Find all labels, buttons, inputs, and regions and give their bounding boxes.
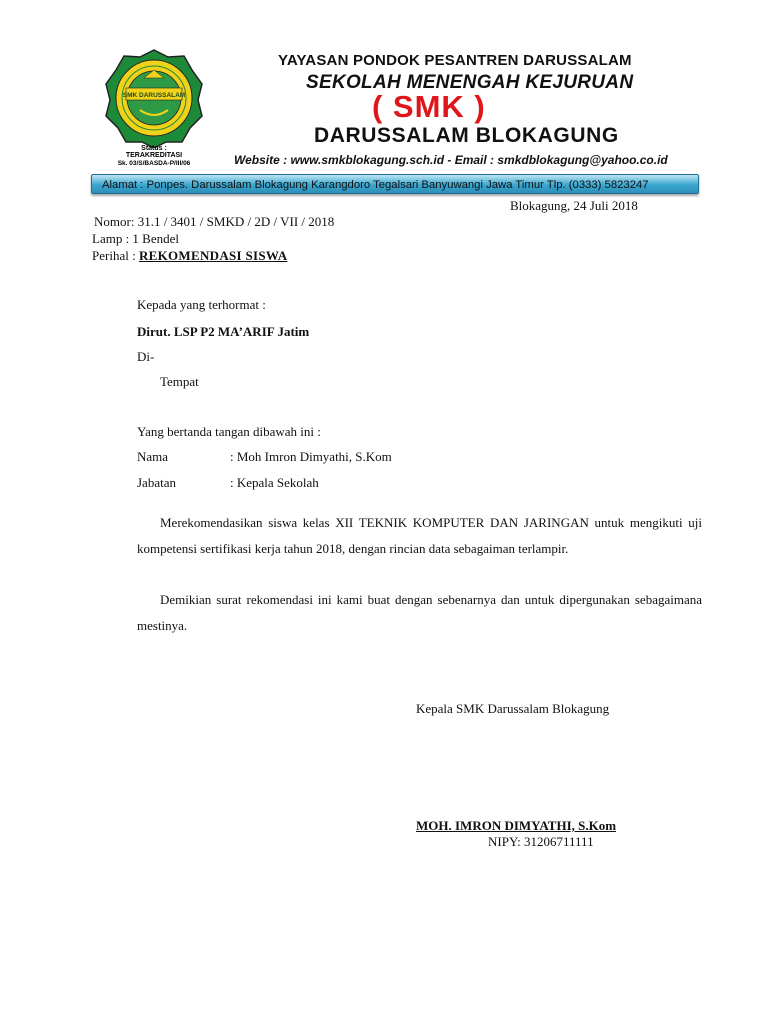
foundation-name: YAYASAN PONDOK PESANTREN DARUSSALAM [278, 52, 632, 69]
logo-inner-text: SMK DARUSSALAM [122, 92, 186, 99]
accreditation-status: TERAKREDITASI [125, 152, 183, 159]
letter-number: Nomor: 31.1 / 3401 / SMKD / 2D / VII / 2018 [94, 214, 335, 229]
recipient-di: Di- [137, 349, 155, 364]
field-value-nama: : Moh Imron Dimyathi, S.Kom [230, 449, 392, 464]
salutation: Kepada yang terhormat : [137, 297, 266, 312]
field-label-jabatan: Jabatan [137, 475, 176, 490]
accreditation-sk-number: Sk. 03/S/BASDA-P/III/06 [117, 160, 191, 167]
signature-name: MOH. IMRON DIMYATHI, S.Kom [416, 818, 617, 833]
body-paragraph-1: Merekomendasikan siswa kelas XII TEKNIK KOMPUTER DAN JARINGAN untuk mengikuti uji kompetensi sertifikasi kerja tahun 2018, dengan rincian data sebagaiman terlampir. [137, 515, 702, 556]
recipient-place: Tempat [160, 374, 199, 389]
subject-line [92, 248, 287, 264]
place-date: Blokagung, 24 Juli 2018 [510, 198, 638, 213]
school-name: DARUSSALAM BLOKAGUNG [314, 124, 619, 147]
signature-nipy: NIPY: 31206711111 [488, 834, 594, 849]
field-label-nama: Nama [137, 449, 169, 464]
body-paragraph-2: Demikian surat rekomendasi ini kami buat dengan sebenarnya dan untuk dipergunakan sebagaimana mestinya. [137, 592, 702, 633]
signer-intro: Yang bertanda tangan dibawah ini : [137, 424, 321, 439]
school-type: SEKOLAH MENENGAH KEJURUAN [306, 72, 634, 93]
school-abbreviation: ( SMK ) [372, 89, 486, 124]
website-email: Website : www.smkblokagung.sch.id - Email : smkdblokagung@yahoo.co.id [234, 153, 668, 167]
subject-label: Perihal : [92, 248, 136, 263]
recipient: Dirut. LSP P2 MA’ARIF Jatim [137, 324, 310, 339]
field-value-jabatan: : Kepala Sekolah [230, 475, 319, 490]
attachment-line: Lamp : 1 Bendel [92, 231, 180, 246]
accreditation-status-label: Status : [141, 145, 167, 152]
school-crest-icon [104, 48, 204, 148]
subject-text: REKOMENDASI SISWA [138, 248, 288, 263]
signature-title: Kepala SMK Darussalam Blokagung [416, 701, 610, 716]
address-bar: Alamat : Ponpes. Darussalam Blokagung Karangdoro Tegalsari Banyuwangi Jawa Timur Tlp. (0333) 5823247 [91, 174, 699, 194]
